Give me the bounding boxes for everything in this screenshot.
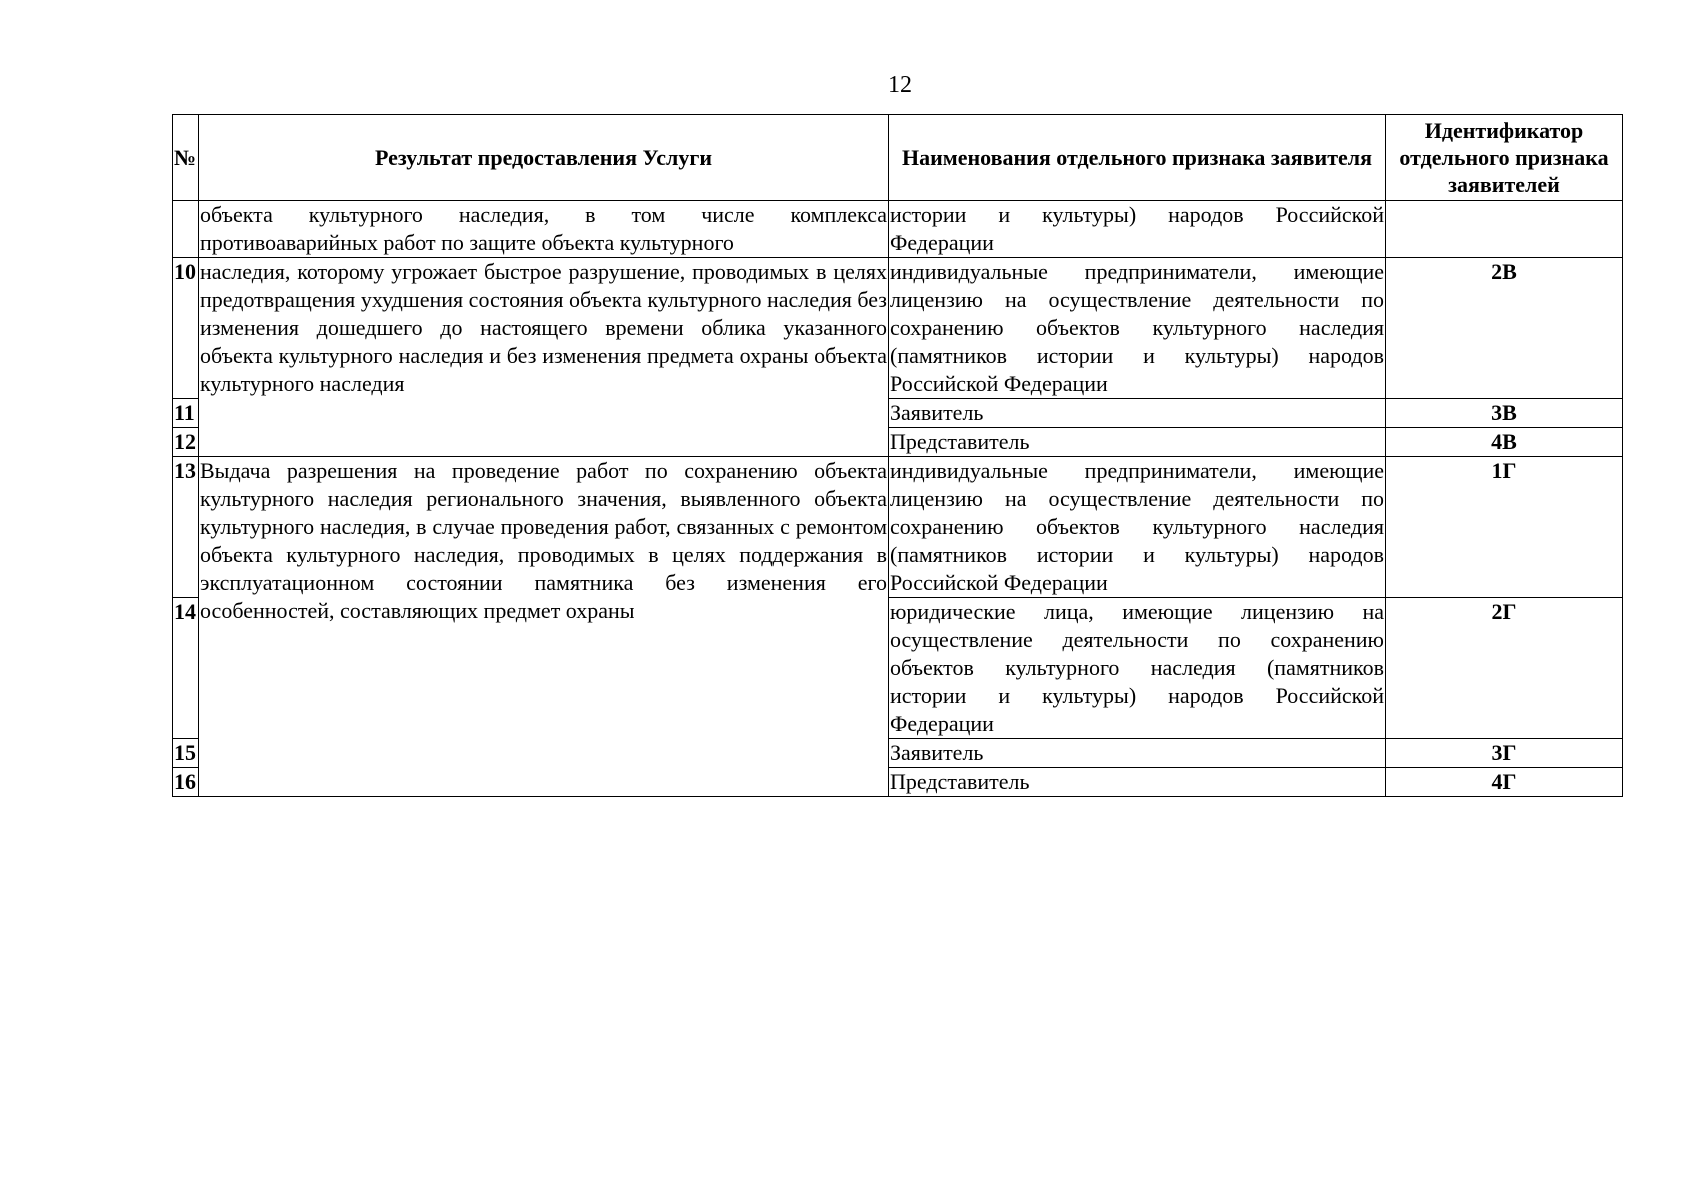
result-cell-continuation: объекта культурного наследия, в том числе комплекса противоаварийных работ по защите объекта культурного [199,201,889,258]
table-header-row [173,115,1623,201]
table-row [173,201,1623,258]
row-num: 10 [173,258,199,399]
row-num: 12 [173,428,199,457]
table-row [173,258,1623,399]
header-identifier: Идентификатор отдельного признака заявителей [1386,115,1623,201]
page-number: 12 [888,72,912,98]
result-cell-group-b: Выдача разрешения на проведение работ по сохранению объекта культурного наследия регионального значения, выявленного объекта культурного наследия, в случае проведения работ, связанных с ремонтом объекта культурного наследия, проводимых в целях поддержания в эксплуатационном состоянии памятника без изменения его особенностей, составляющих предмет охраны [199,457,889,797]
row-num: 13 [173,457,199,598]
identifier-cell: 4Г [1386,768,1623,797]
identifier-cell: 3В [1386,399,1623,428]
feature-cell: индивидуальные предприниматели, имеющие лицензию на осуществление деятельности по сохранению объектов культурного наследия (памятников истории и культуры) народов Российской Федерации [889,258,1386,399]
header-feature: Наименования отдельного признака заявителя [889,115,1386,201]
row-num: 15 [173,739,199,768]
feature-cell: Заявитель [889,739,1386,768]
row-num: 14 [173,598,199,739]
identifier-cell: 3Г [1386,739,1623,768]
services-table [172,114,1623,797]
identifier-cell: 2Г [1386,598,1623,739]
feature-cell: Представитель [889,428,1386,457]
row-num: 16 [173,768,199,797]
feature-cell: Заявитель [889,399,1386,428]
identifier-cell: 1Г [1386,457,1623,598]
feature-cell: истории и культуры) народов Российской Федерации [889,201,1386,258]
table-row [173,457,1623,598]
identifier-cell [1386,201,1623,258]
row-num-empty [173,201,199,258]
header-result: Результат предоставления Услуги [199,115,889,201]
header-num: № [173,115,199,201]
result-cell-group-a: наследия, которому угрожает быстрое разрушение, проводимых в целях предотвращения ухудшения состояния объекта культурного наследия без изменения дошедшего до настоящего времени облика указанного объекта культурного наследия и без изменения предмета охраны объекта культурного наследия [199,258,889,457]
identifier-cell: 4В [1386,428,1623,457]
identifier-cell: 2В [1386,258,1623,399]
row-num: 11 [173,399,199,428]
feature-cell: Представитель [889,768,1386,797]
feature-cell: юридические лица, имеющие лицензию на осуществление деятельности по сохранению объектов культурного наследия (памятников истории и культуры) народов Российской Федерации [889,598,1386,739]
feature-cell: индивидуальные предприниматели, имеющие лицензию на осуществление деятельности по сохранению объектов культурного наследия (памятников истории и культуры) народов Российской Федерации [889,457,1386,598]
